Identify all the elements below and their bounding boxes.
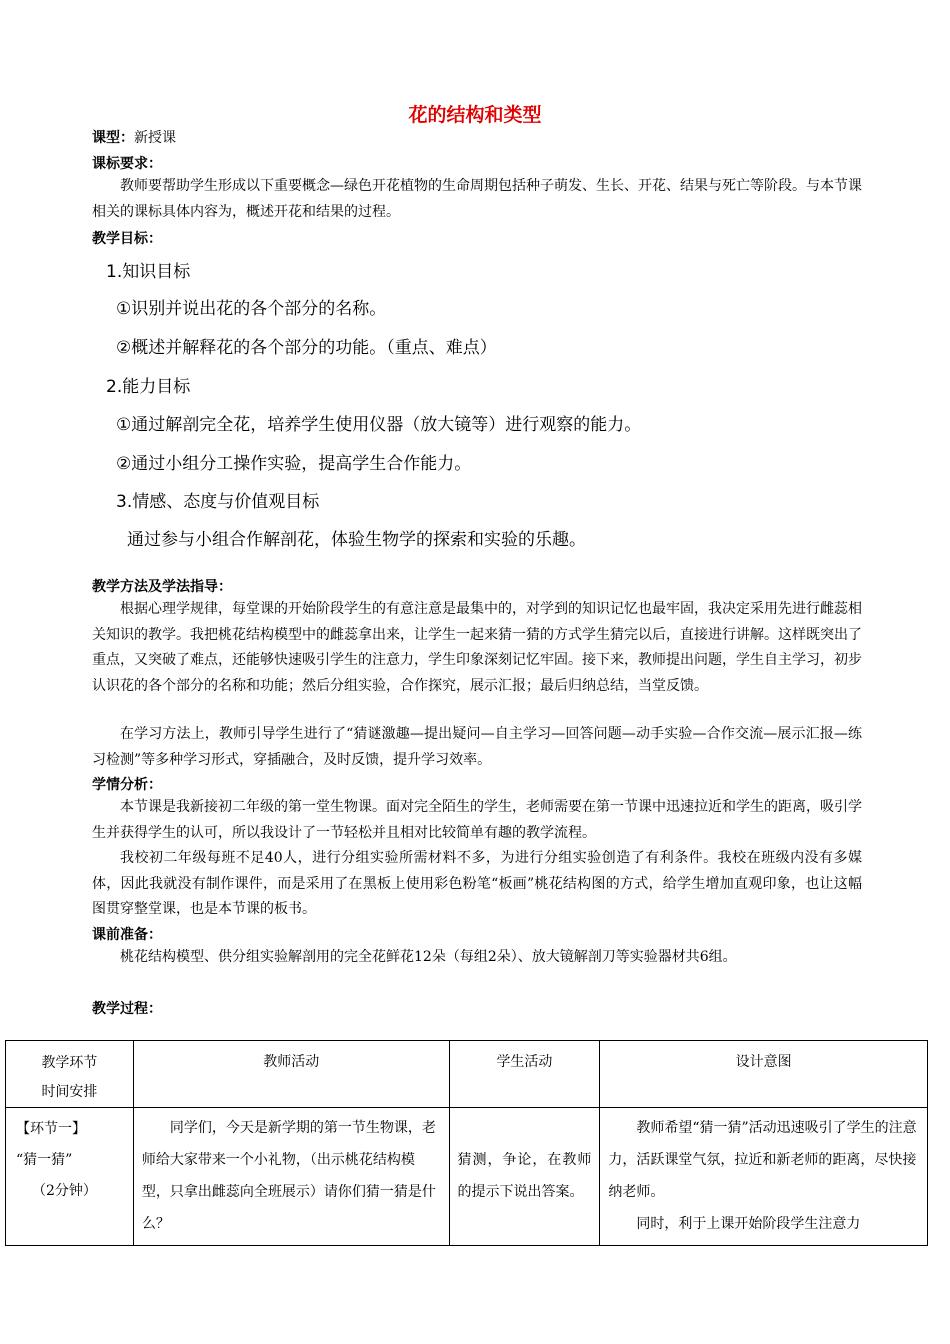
stage-name: 【环节一】 <box>16 1121 86 1137</box>
header-stage-line1: 教学环节 <box>41 1055 98 1071</box>
stage-title: “猜一猜” <box>16 1152 73 1168</box>
analysis-paragraph-2: 我校初二年级每班不足40人，进行分组实验所需材料不多，为进行分组实验创造了有利条件。我校在班级内没有多媒体，因此我就没有制作课件，而是采用了在黑板上使用彩色粉笔“板画”桃花结构图的方式，给学生增加直观印象，也让这幅图贯穿整堂课，也是本节课的板书。 <box>92 850 862 917</box>
header-teacher-cell <box>133 1041 449 1108</box>
header-student: 学生活动 <box>496 1054 553 1070</box>
process-label: 教学过程： <box>92 1001 162 1017</box>
student-activity-cell <box>449 1108 600 1246</box>
header-intent: 设计意图 <box>735 1054 792 1070</box>
ability-heading: 2.能力目标 <box>106 377 191 397</box>
methods-paragraph-2: 在学习方法上，教师引导学生进行了“猜谜激趣—提出疑问—自主学习—回答问题—动手实验—合作交流—展示汇报—练习检测”等多种学习形式，穿插融合，及时反馈，提升学习效率。 <box>92 726 862 768</box>
teacher-activity-cell <box>133 1108 449 1246</box>
methods-label: 教学方法及学法指导： <box>92 579 232 595</box>
objectives-label: 教学目标： <box>92 231 162 247</box>
course-type-value: 新授课 <box>134 130 176 146</box>
ability-item-1: ①通过解剖完全花，培养学生使用仪器（放大镜等）进行观察的能力。 <box>116 415 642 435</box>
process-table <box>5 1040 928 1246</box>
preparation-label: 课前准备： <box>92 927 162 943</box>
document-title: 花的结构和类型 <box>408 104 542 126</box>
preparation-text: 桃花结构模型、供分组实验解剖用的完全花鲜花12朵（每组2朵）、放大镜解剖刀等实验器材共6组。 <box>120 949 737 965</box>
design-intent-cell <box>600 1108 928 1246</box>
standards-label: 课标要求： <box>92 156 162 172</box>
header-teacher: 教师活动 <box>263 1054 320 1070</box>
table-header-row <box>6 1041 928 1108</box>
course-type-line <box>92 126 176 151</box>
header-stage-line2: 时间安排 <box>41 1084 98 1100</box>
design-intent-text-1: 教师希望“猜一猜”活动迅速吸引了学生的注意力，活跃课堂气氛，拉近和新老师的距离，尽快接纳老师。 <box>608 1120 917 1200</box>
stage-cell <box>6 1108 134 1246</box>
student-activity-text: 猜测，争论，在教师的提示下说出答案。 <box>457 1152 592 1200</box>
analysis-paragraph-1: 本节课是我新接初二年级的第一堂生物课。面对完全陌生的学生，老师需要在第一节课中迅速拉近和学生的距离，吸引学生并获得学生的认可，所以我设计了一节轻松并且相对比较简单有趣的教学流程。 <box>92 799 862 841</box>
teacher-activity-text: 同学们，今天是新学期的第一节生物课，老师给大家带来一个小礼物，（出示桃花结构模型，只拿出雌蕊向全班展示）请你们猜一猜是什么？ <box>141 1120 436 1232</box>
table-row <box>6 1108 928 1246</box>
emotion-item-1: 通过参与小组合作解剖花，体验生物学的探索和实验的乐趣。 <box>127 530 586 550</box>
course-type-label: 课型： <box>92 130 134 146</box>
methods-paragraph-1: 根据心理学规律，每堂课的开始阶段学生的有意注意是最集中的，对学到的知识记忆也最牢固，我决定采用先进行雌蕊相关知识的教学。我把桃花结构模型中的雌蕊拿出来，让学生一起来猜一猜的方式学生猜完以后，直接进行讲解。这样既突出了重点，又突破了难点，还能够快速吸引学生的注意力，学生印象深刻记忆牢固。接下来，教师提出问题，学生自主学习，初步认识花的各个部分的名称和功能；然后分组实验，合作探究，展示汇报；最后归纳总结，当堂反馈。 <box>92 601 862 694</box>
knowledge-item-1: ①识别并说出花的各个部分的名称。 <box>116 299 387 319</box>
ability-item-2: ②通过小组分工操作实验，提高学生合作能力。 <box>116 454 472 474</box>
design-intent-text-2: 同时，利于上课开始阶段学生注意力 <box>636 1216 861 1232</box>
header-stage-cell <box>6 1041 134 1108</box>
emotion-heading: 3.情感、态度与价值观目标 <box>116 492 320 512</box>
standards-text: 教师要帮助学生形成以下重要概念—绿色开花植物的生命周期包括种子萌发、生长、开花、结果与死亡等阶段。与本节课相关的课标具体内容为，概述开花和结果的过程。 <box>92 178 862 220</box>
header-student-cell <box>449 1041 600 1108</box>
knowledge-item-2: ②概述并解释花的各个部分的功能。（重点、难点） <box>116 338 497 358</box>
analysis-label: 学情分析： <box>92 777 162 793</box>
knowledge-heading: 1.知识目标 <box>106 262 191 282</box>
header-intent-cell <box>600 1041 928 1108</box>
stage-time: （2分钟） <box>32 1183 97 1199</box>
